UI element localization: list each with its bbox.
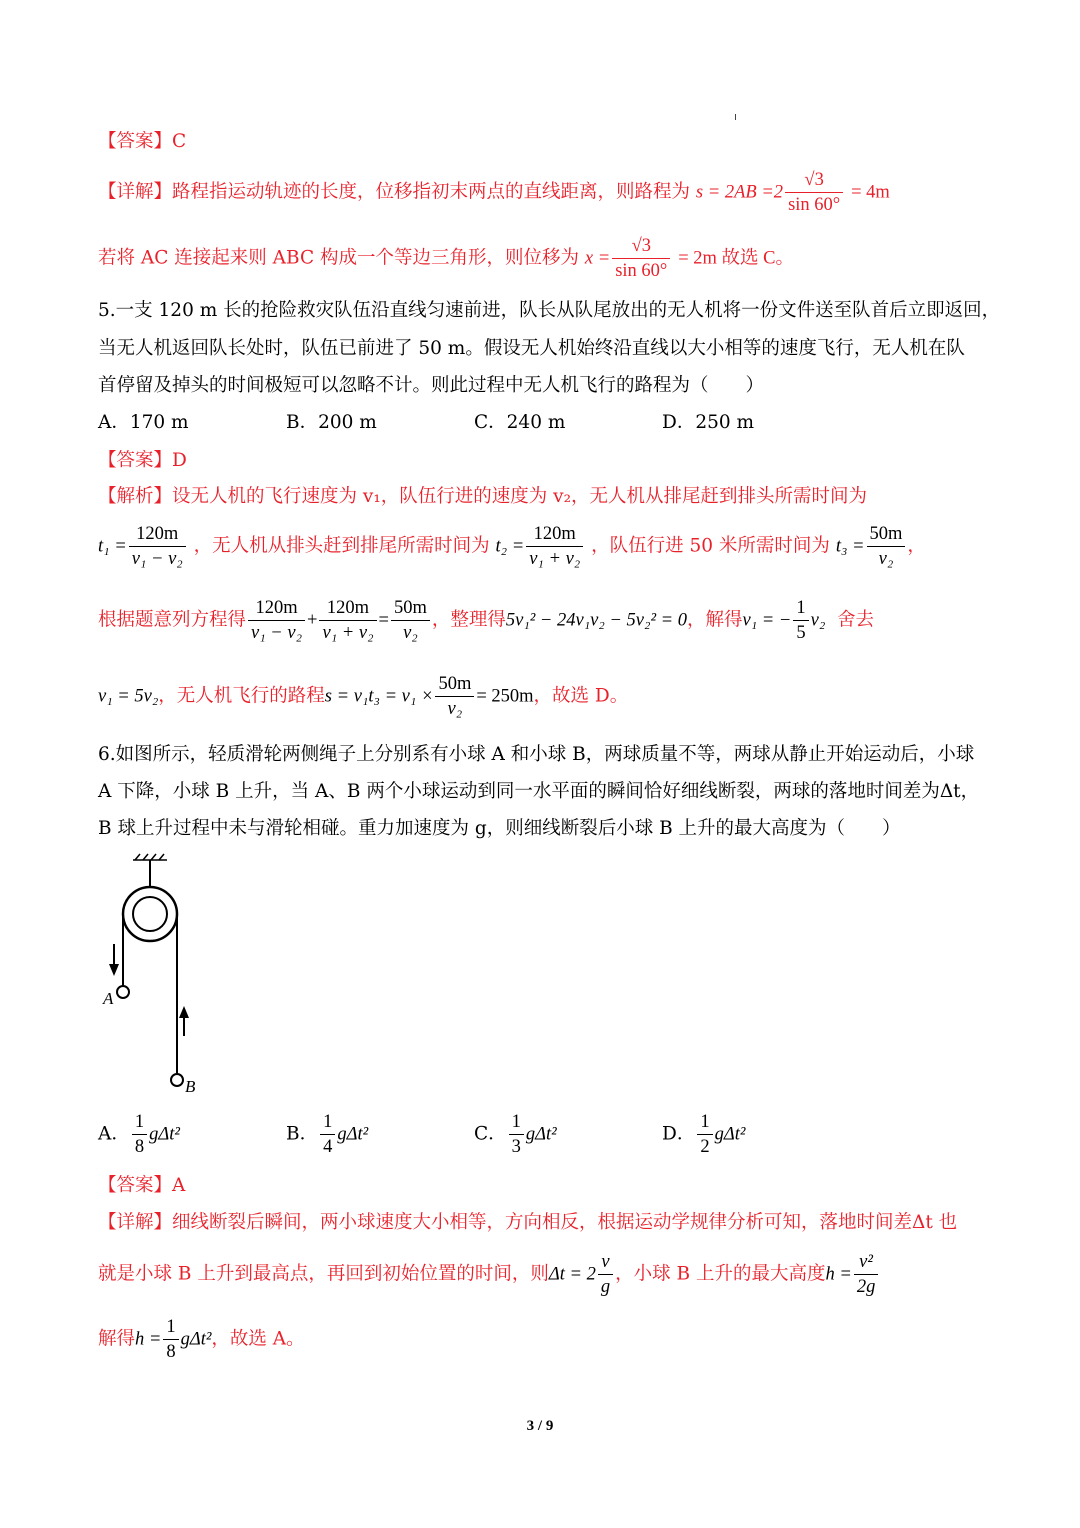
v1-eq: v₁ = 5v₂ (98, 686, 159, 707)
opt-b-label: B． (286, 1123, 319, 1145)
t2-fraction (526, 522, 583, 571)
q5-analysis-times (98, 522, 926, 571)
eq-f3-den: v₂ (403, 623, 418, 643)
opt-c-den: 3 (511, 1137, 521, 1157)
opt-a-label: A． (98, 1123, 130, 1145)
q4-detail2-text: 若将 AC 连接起来则 ABC 构成一个等边三角形，则位移为 (98, 247, 579, 269)
q5-discard: 舍去 (837, 609, 875, 631)
q5-analysis-result (98, 672, 628, 721)
q5-text-f: ，故选 D。 (533, 685, 629, 707)
q5-question-line2: 当无人机返回队长处时，队伍已前进了 50 m。假设无人机始终沿直线以大小相等的速度飞行，无人机在队 (98, 338, 965, 359)
sol-fraction (793, 596, 808, 645)
eq-fraction-2 (319, 596, 376, 645)
t1-den: v₁ − v₂ (131, 549, 183, 569)
opt-b-den: 4 (323, 1137, 333, 1157)
h-expr: h = (825, 1264, 852, 1285)
s-fraction (435, 672, 474, 721)
speck (735, 114, 736, 120)
eq-f1-den: v₁ − v₂ (251, 623, 303, 643)
label-b: B (185, 1077, 196, 1096)
q6-detail2-text: 就是小球 B 上升到最高点，再回到初始位置的时间，则 (98, 1263, 549, 1285)
q5-question-line1: 5.一支 120 m 长的抢险救灾队伍沿直线匀速前进，队长从队尾放出的无人机将一份文件送至队首后立即返回， (98, 300, 1001, 321)
t3-fraction (867, 522, 906, 571)
opt-d-label: D． (662, 1123, 696, 1145)
opt-c-label: C． (474, 1123, 507, 1145)
opt-d-den: 2 (700, 1137, 710, 1157)
q4-detail-2 (98, 234, 794, 283)
sol-tail: v₂ (810, 610, 826, 631)
h-num: v² (854, 1250, 879, 1275)
s-num: 50m (435, 672, 474, 697)
opt-c-tail: gΔt² (525, 1124, 557, 1145)
q4-fraction-2 (612, 234, 670, 283)
h2-den: 8 (166, 1342, 176, 1362)
sol-den: 5 (796, 623, 806, 643)
h2-expr: h = (135, 1329, 162, 1350)
eq-f3-num: 50m (391, 596, 430, 621)
pulley-figure (95, 852, 225, 1102)
ball-b (171, 1074, 183, 1086)
q4-frac2-num: √3 (612, 234, 670, 259)
q6-detail2b-text: ，小球 B 上升的最大高度 (615, 1263, 826, 1285)
q5-question-line3: 首停留及掉头的时间极短可以忽略不计。则此过程中无人机飞行的路程为（ ） (98, 375, 765, 396)
h2-num: 1 (163, 1315, 178, 1340)
t1-num: 120m (129, 522, 186, 547)
opt-a-frac (132, 1110, 147, 1159)
q4-detail2-result: = 2m 故选 C。 (678, 248, 795, 269)
q4-detail2-expr: x = (584, 248, 611, 269)
q4-frac-num: √3 (785, 168, 843, 193)
pulley-wheel (123, 887, 177, 941)
dt-num: v (598, 1250, 613, 1275)
q6-option-d (662, 1110, 745, 1159)
opt-b-tail: gΔt² (337, 1124, 369, 1145)
eq-f2-den: v₁ + v₂ (322, 623, 374, 643)
q6-question-line1: 6.如图所示，轻质滑轮两侧绳子上分别系有小球 A 和小球 B，两球质量不等，两球从静止开始运动后，小球 (98, 744, 975, 765)
opt-c-frac (509, 1110, 524, 1159)
eq-f1-num: 120m (248, 596, 305, 621)
q5-option-b: B．200 m (286, 412, 377, 433)
q5-answer: 【答案】D (98, 450, 187, 471)
label-a: A (103, 989, 114, 1008)
opt-d-num: 1 (697, 1110, 712, 1135)
t3-den: v₂ (878, 549, 894, 569)
opt-a-tail: gΔt² (149, 1124, 180, 1145)
t2-expr: t₂ = (495, 536, 525, 557)
h-den: 2g (856, 1277, 876, 1297)
q5-comma: ， (907, 535, 926, 557)
q5-options (0, 410, 1080, 440)
q6-option-b (286, 1110, 368, 1159)
q6-question-line2: A 下降，小球 B 上升，当 A、B 两个小球运动到同一水平面的瞬间恰好细线断裂，两球的落地时间差为Δt， (98, 781, 980, 802)
q4-detail-expr: s = 2AB =2 (695, 182, 784, 203)
s-result: = 250m (476, 686, 534, 707)
q5-analysis-equation (98, 596, 874, 645)
q6-detail3b-text: ，故选 A。 (211, 1328, 305, 1350)
q4-detail-result: = 4m (851, 182, 890, 203)
q6-option-c (474, 1110, 557, 1159)
q5-text-b: ，队伍行进 50 米所需时间为 (591, 535, 830, 557)
q4-answer: 【答案】C (98, 131, 187, 152)
q6-options (0, 1110, 1080, 1162)
q6-question-line3: B 球上升过程中未与滑轮相碰。重力加速度为 g，则细线断裂后小球 B 上升的最大高度为（ ） (98, 818, 901, 839)
q6-detail-line3 (98, 1315, 305, 1364)
opt-d-frac (697, 1110, 712, 1159)
arrow-up-icon (179, 1006, 189, 1036)
eq-plus: + (307, 610, 318, 631)
h2-tail: gΔt² (180, 1329, 212, 1350)
t2-den: v₁ + v₂ (529, 549, 581, 569)
h-fraction (854, 1250, 879, 1299)
dt-expr: Δt = 2 (548, 1264, 596, 1285)
q5-option-d: D．250 m (662, 412, 755, 433)
q5-option-a: A．170 m (98, 412, 189, 433)
q4-fraction (785, 168, 843, 217)
arrow-down-icon (109, 944, 119, 976)
q4-detail-1 (98, 168, 890, 217)
pulley-hub (133, 897, 167, 931)
ceiling-hatch (133, 854, 167, 860)
q6-answer: 【答案】A (98, 1175, 186, 1196)
s-expr: s = v₁t₃ = v₁ × (324, 686, 434, 707)
q5-text-c: ，整理得 (431, 609, 506, 631)
q5-analysis-line1: 【解析】设无人机的飞行速度为 v₁，队伍行进的速度为 v₂，无人机从排尾赶到排头所需时间为 (98, 486, 868, 507)
opt-a-den: 8 (134, 1137, 145, 1157)
opt-a-num: 1 (132, 1110, 147, 1135)
q6-detail3-text: 解得 (98, 1328, 136, 1350)
q5-text-e: ，无人机飞行的路程 (158, 685, 325, 707)
eq-equals: = (378, 610, 389, 631)
opt-c-num: 1 (509, 1110, 524, 1135)
q5-text-a: ，无人机从排头赶到排尾所需时间为 (193, 535, 490, 557)
quadratic: 5v₁² − 24v₁v₂ − 5v₂² = 0 (505, 610, 687, 631)
eq-f2-num: 120m (319, 596, 376, 621)
q4-frac2-den: sin 60° (615, 261, 668, 281)
q6-detail-line1: 【详解】细线断裂后瞬间，两小球速度大小相等，方向相反，根据运动学规律分析可知，落地时间差Δt 也 (98, 1212, 958, 1233)
q6-option-a (98, 1110, 180, 1159)
t2-num: 120m (526, 522, 583, 547)
q4-detail-text: 【详解】路程指运动轨迹的长度，位移指初末两点的直线距离，则路程为 (98, 181, 691, 203)
t3-num: 50m (867, 522, 906, 547)
dt-den: g (600, 1277, 611, 1297)
opt-b-frac (320, 1110, 335, 1159)
opt-b-num: 1 (320, 1110, 335, 1135)
ball-a (117, 986, 129, 998)
dt-fraction (598, 1250, 613, 1299)
s-den: v₂ (447, 699, 463, 719)
page-number: 3 / 9 (526, 1418, 554, 1434)
t3-expr: t₃ = (835, 536, 865, 557)
t1-fraction (129, 522, 186, 571)
q4-frac-den: sin 60° (788, 195, 841, 215)
t1-expr: t₁ = (98, 536, 127, 557)
eq-fraction-3 (391, 596, 430, 645)
sol-num: 1 (793, 596, 808, 621)
q5-text-d: ，解得 (686, 609, 743, 631)
q5-eq-lead: 根据题意列方程得 (98, 609, 247, 631)
h2-fraction (163, 1315, 178, 1364)
eq-fraction-1 (248, 596, 305, 645)
opt-d-tail: gΔt² (714, 1124, 746, 1145)
solution: v₁ = − (742, 610, 792, 631)
q5-option-c: C．240 m (474, 412, 566, 433)
q6-detail-line2 (98, 1250, 880, 1299)
